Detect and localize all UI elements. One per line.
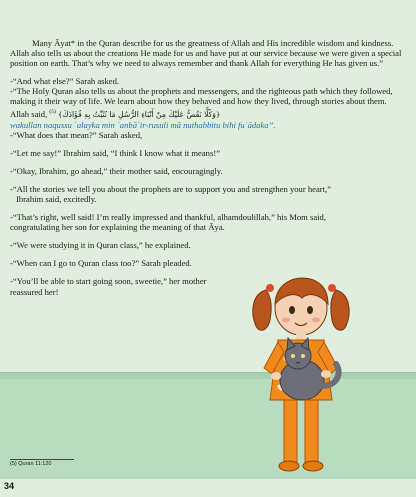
- dialogue-mother-soon-cont: reassured her!: [10, 286, 59, 297]
- dialogue-mother-soon: -“You’ll be able to start going soon, sweetie,” her mother: [10, 276, 207, 287]
- dialogue-mother-well-said-cont: congratulating her son for explaining the meaning of that Āya.: [10, 222, 225, 233]
- arabic-verse: ﴿وَكُلًّا نَقُصُّ عَلَيْكَ مِنْ أَنْبَاءِ الرُّسُلِ مَا نُثَبِّتُ بِهِ فُؤَادَكَ﴾: [57, 109, 221, 119]
- footnote-marker: (5): [49, 108, 56, 115]
- dialogue-ibrahim-let-me: -“Let me say!” Ibrahim said, “I think I know what it means!”: [10, 147, 220, 158]
- paragraph-intro: Many Āyat* in the Quran describe for us the greatness of Allah and His incredible wisdom and kindness. Allah also tells us about the creations He made for us and have put at our service because we were given a special position on earth. That’s why we need to always remember and thank Allah for everything He has given us.”: [10, 38, 402, 69]
- transliteration: wakullan naqussu ʿalayka min ʾanbāʾir-rusuli mā nuthabbitu bihi fuʾādaka”.: [10, 119, 276, 130]
- quran-quote-line: [10, 107, 406, 120]
- dialogue-mother-go-ahead: -“Okay, Ibrahim, go ahead,” their mother said, encouragingly.: [10, 165, 223, 176]
- quote-lead: Allah said,: [10, 108, 50, 119]
- footnote: (5) Quran 11:120: [10, 461, 52, 467]
- page-number: 34: [4, 481, 15, 491]
- dialogue-mother-well-said: -“That’s right, well said! I’m really impressed and thankful, alhamdoulillah,” his Mom said,: [10, 212, 326, 223]
- footnote-divider: [10, 459, 74, 460]
- dialogue-sarah-meaning: -“What does that mean?” Sarah asked,: [10, 129, 143, 140]
- dialogue-ibrahim-class: -“We were studying it in Quran class,” he explained.: [10, 240, 191, 251]
- dialogue-ibrahim-stories-cont: Ibrahim said, excitedly.: [16, 193, 97, 204]
- dialogue-sarah-what-else: -“And what else?” Sarah asked.: [10, 76, 120, 87]
- girl-with-cat-illustration: [248, 268, 354, 478]
- dialogue-sarah-pleaded: -“When can I go to Quran class too?” Sarah pleaded.: [10, 258, 192, 269]
- dialogue-mother-prophets: -“The Holy Quran also tells us about the prophets and messengers, and the righteous path which they followed, making it their way of life. We learn about how they behaved and how they lived, through stories about them.: [10, 86, 393, 107]
- dialogue-ibrahim-stories: -“All the stories we tell you about the prophets are to support you and strengthen your heart,”: [10, 183, 331, 194]
- story-text: [10, 38, 406, 297]
